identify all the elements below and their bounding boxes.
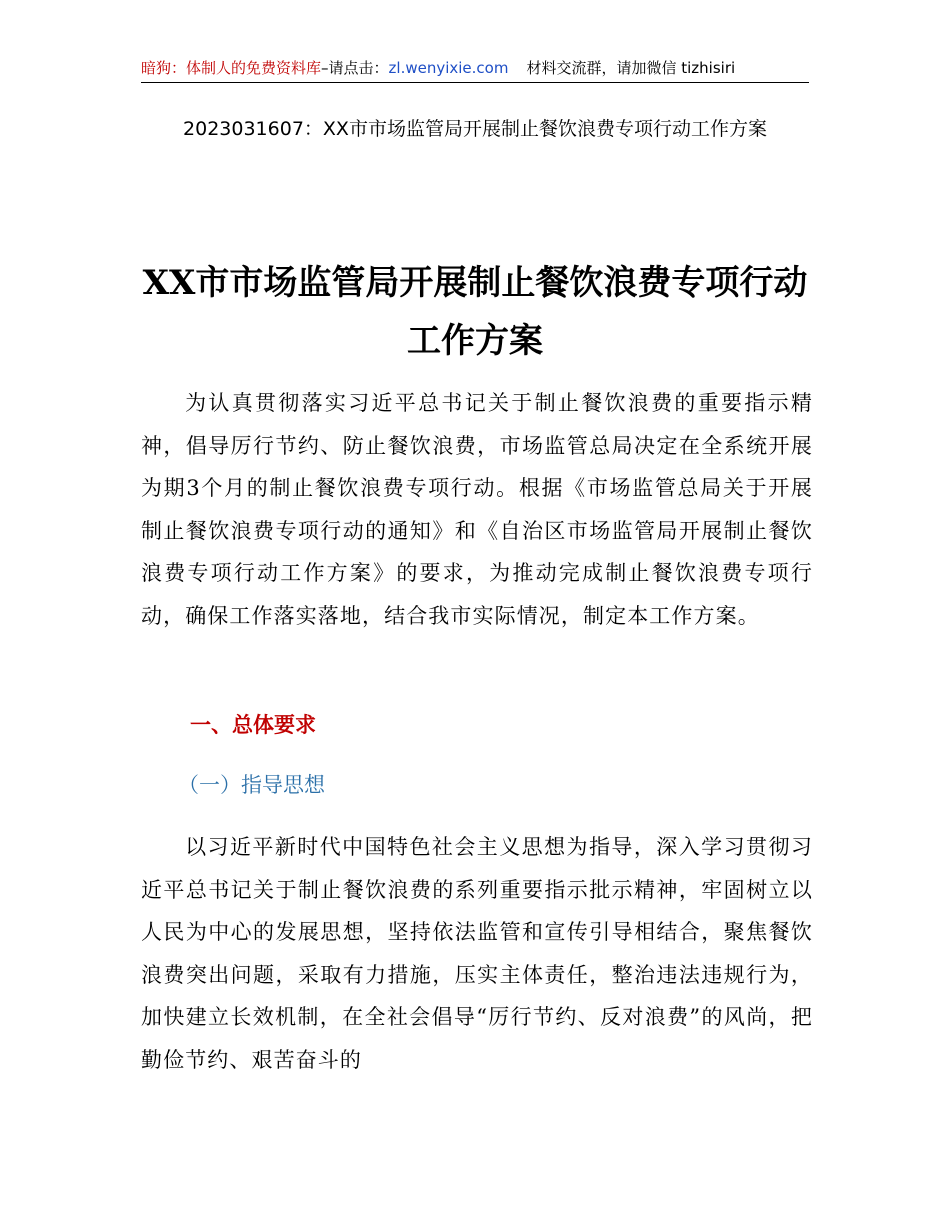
section-heading-general-requirements: 一、总体要求 <box>190 713 316 737</box>
document-title: XX市市场监管局开展制止餐饮浪费专项行动工作方案 <box>142 263 808 361</box>
contact-text: 材料交流群，请加微信 tizhisiri <box>526 59 736 77</box>
intro-paragraph: 为认真贯彻落实习近平总书记关于制止餐饮浪费的重要指示精神，倡导厉行节约、防止餐饮浪费，市场监管总局决定在全系统开展为期3个月的制止餐饮浪费专项行动。根据《市场监管总局关于开展制止餐饮浪费专项行动的通知》和《自治区市场监管局开展制止餐饮浪费专项行动工作方案》的要求，为推动完成制止餐饮浪费专项行动，确保工作落实落地，结合我市实际情况，制定本工作方案。 <box>141 391 813 628</box>
promo-text: 暗狗：体制人的免费资料库 <box>141 59 322 77</box>
subsection-heading-guiding-ideology: （一）指导思想 <box>178 773 325 797</box>
click-prompt: –请点击： <box>321 59 389 77</box>
site-link[interactable]: zl.wenyixie.com <box>388 59 509 77</box>
document-id-title: 2023031607：XX市市场监管局开展制止餐饮浪费专项行动工作方案 <box>183 118 767 140</box>
page-header <box>141 58 809 83</box>
guiding-ideology-paragraph: 以习近平新时代中国特色社会主义思想为指导，深入学习贯彻习近平总书记关于制止餐饮浪费的系列重要指示批示精神，牢固树立以人民为中心的发展思想，坚持依法监管和宣传引导相结合，聚焦餐饮浪费突出问题，采取有力措施，压实主体责任，整治违法违规行为，加快建立长效机制，在全社会倡导“厉行节约、反对浪费”的风尚，把勤俭节约、艰苦奋斗的 <box>141 835 813 1072</box>
